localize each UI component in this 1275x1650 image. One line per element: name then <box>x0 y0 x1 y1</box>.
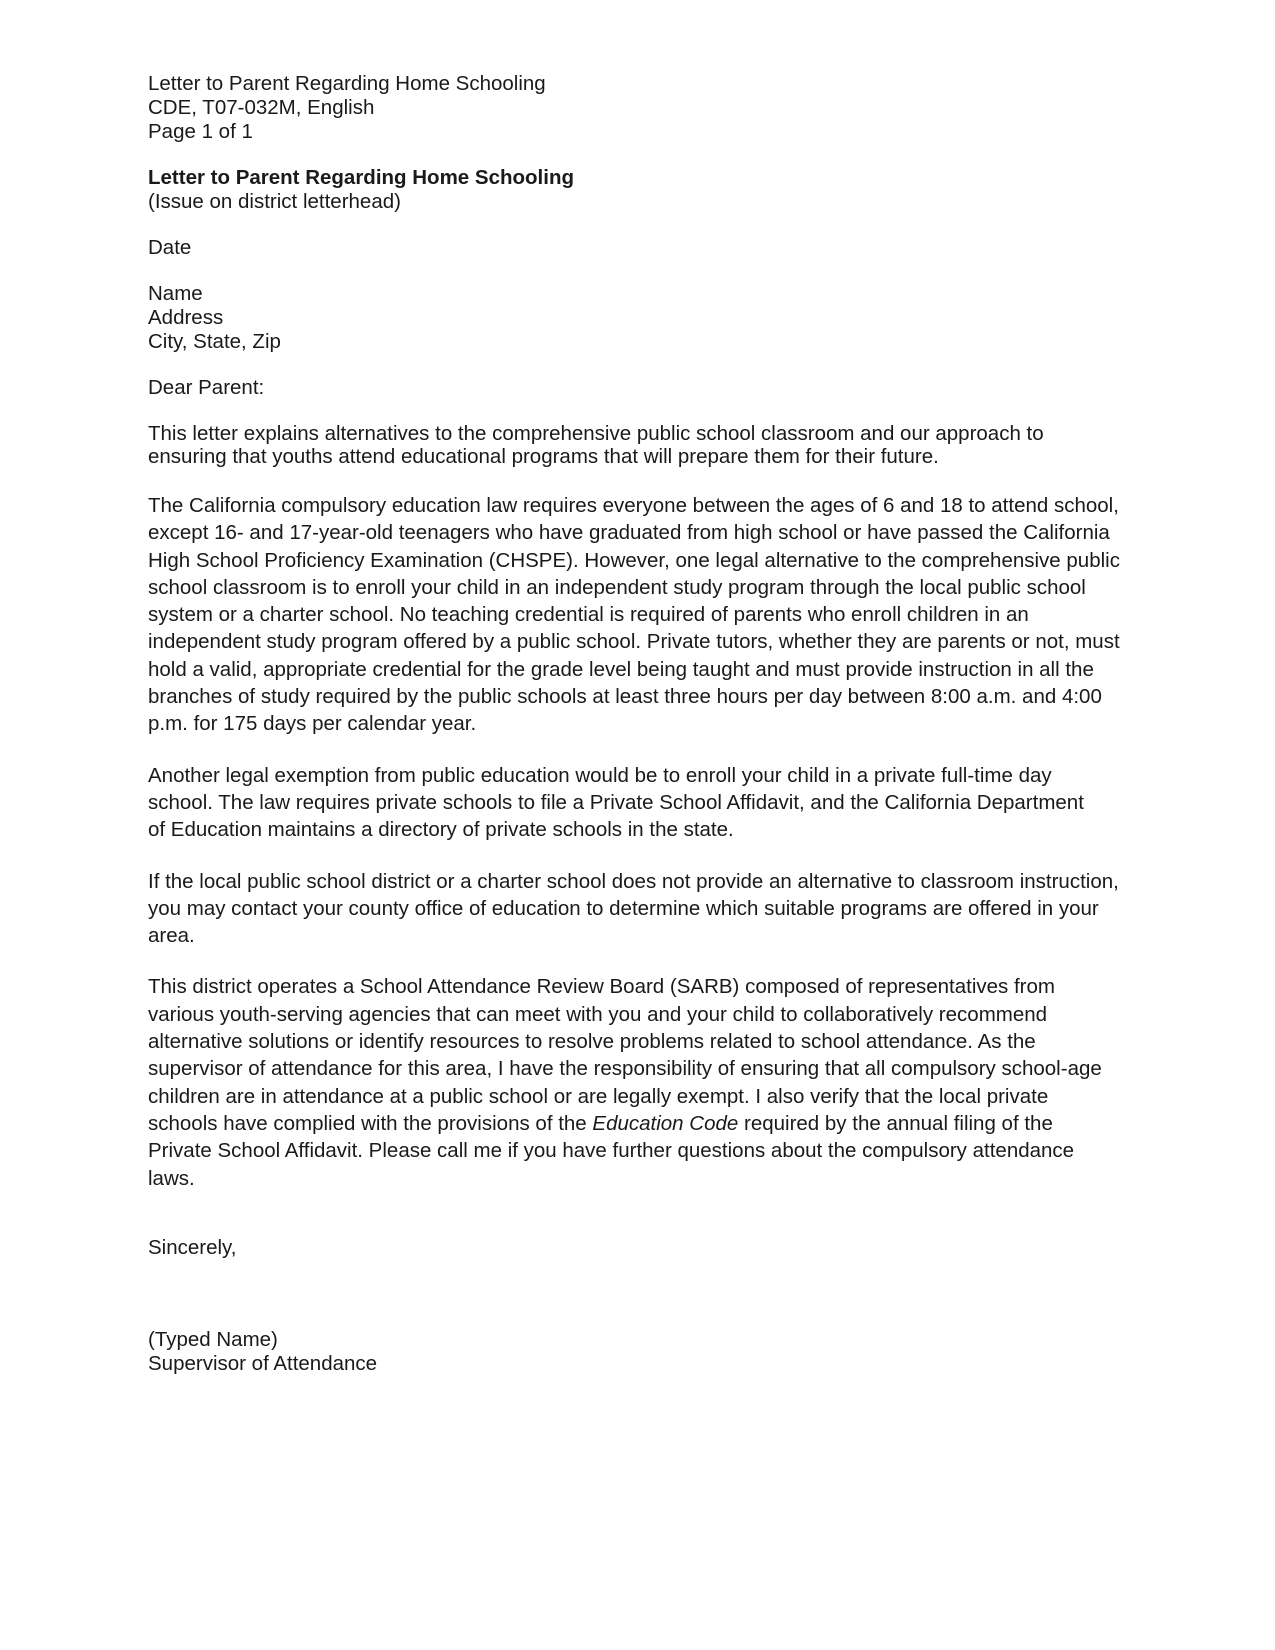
recipient-address <box>148 282 1158 354</box>
paragraph-line: you may contact your county office of education to determine which suitable programs are offered in your <box>148 896 1099 920</box>
date-block <box>148 236 1158 260</box>
paragraph-line: hold a valid, appropriate credential for the grade level being taught and must provide instruction in all the <box>148 657 1094 681</box>
recipient-name: Name <box>148 282 203 305</box>
paragraph-line: This letter explains alternatives to the comprehensive public school classroom and our approach to <box>148 422 1044 445</box>
letter-heading: Letter to Parent Regarding Home Schooling <box>148 166 574 189</box>
paragraph-line: Another legal exemption from public education would be to enroll your child in a private full-time day <box>148 763 1052 787</box>
paragraph-line: except 16- and 17-year-old teenagers who have graduated from high school or have passed the California <box>148 521 1110 545</box>
citation-trail-text: required by the annual filing of the <box>738 1111 1053 1135</box>
paragraph-line: various youth-serving agencies that can meet with you and your child to collaboratively recommend <box>148 1002 1048 1026</box>
paragraph-line: branches of study required by the public schools at least three hours per day between 8:00 a.m. and 4:00 <box>148 685 1102 709</box>
paragraph-line: p.m. for 175 days per calendar year. <box>148 712 477 736</box>
recipient-city-state-zip: City, State, Zip <box>148 330 281 353</box>
paragraph-private-school <box>148 762 1158 844</box>
paragraph-line: independent study program offered by a public school. Private tutors, whether they are parents or not, must <box>148 630 1120 654</box>
paragraph-line-with-citation <box>148 1110 1158 1137</box>
signer-role: Supervisor of Attendance <box>148 1351 378 1375</box>
salutation-text: Dear Parent: <box>148 376 265 399</box>
salutation <box>148 376 1158 400</box>
letter-title-block <box>148 166 1158 214</box>
education-code-citation: Education Code <box>592 1111 739 1135</box>
closing-text: Sincerely, <box>148 1235 237 1259</box>
paragraph-line: of Education maintains a directory of private schools in the state. <box>148 818 734 842</box>
date-label: Date <box>148 236 192 259</box>
paragraph-line: supervisor of attendance for this area, I have the responsibility of ensuring that all compulsory school-age <box>148 1057 1102 1081</box>
paragraph-line: This district operates a School Attendance Review Board (SARB) composed of representatives from <box>148 975 1055 999</box>
document-header <box>148 72 1158 144</box>
header-code: CDE, T07-032M, English <box>148 96 375 119</box>
citation-lead-text: schools have complied with the provisions of the <box>148 1111 593 1135</box>
typed-name: (Typed Name) <box>148 1327 278 1351</box>
paragraph-line: alternative solutions or identify resources to resolve problems related to school attendance. As the <box>148 1030 1036 1054</box>
recipient-street: Address <box>148 306 224 329</box>
signature-block <box>148 1328 1158 1376</box>
paragraph-sarb <box>148 973 1158 1191</box>
letter-subheading: (Issue on district letterhead) <box>148 190 401 213</box>
paragraph-line: If the local public school district or a charter school does not provide an alternative to classroom instruction, <box>148 869 1119 893</box>
paragraph-line: Private School Affidavit. Please call me if you have further questions about the compulsory attendance <box>148 1139 1075 1163</box>
paragraph-line: system or a charter school. No teaching credential is required of parents who enroll children in an <box>148 603 1029 627</box>
header-title: Letter to Parent Regarding Home Schooling <box>148 72 546 95</box>
closing <box>148 1236 1158 1260</box>
letter-page <box>148 72 1158 1376</box>
header-page-number: Page 1 of 1 <box>148 120 253 143</box>
paragraph-line: ensuring that youths attend educational programs that will prepare them for their future. <box>148 445 939 468</box>
paragraph-line: High School Proficiency Examination (CHSPE). However, one legal alternative to the comprehensive public <box>148 548 1120 572</box>
paragraph-line: school classroom is to enroll your child in an independent study program through the local public school <box>148 575 1086 599</box>
paragraph-line: The California compulsory education law requires everyone between the ages of 6 and 18 to attend school, <box>148 494 1119 517</box>
paragraph-compulsory-law <box>148 492 1158 738</box>
paragraph-line: laws. <box>148 1166 195 1190</box>
paragraph-intro <box>148 422 1158 468</box>
paragraph-line: school. The law requires private schools to file a Private School Affidavit, and the California Department <box>148 790 1084 814</box>
paragraph-line: area. <box>148 924 195 948</box>
paragraph-county-office <box>148 868 1158 950</box>
paragraph-line: children are in attendance at a public school or are legally exempt. I also verify that the local private <box>148 1084 1049 1108</box>
